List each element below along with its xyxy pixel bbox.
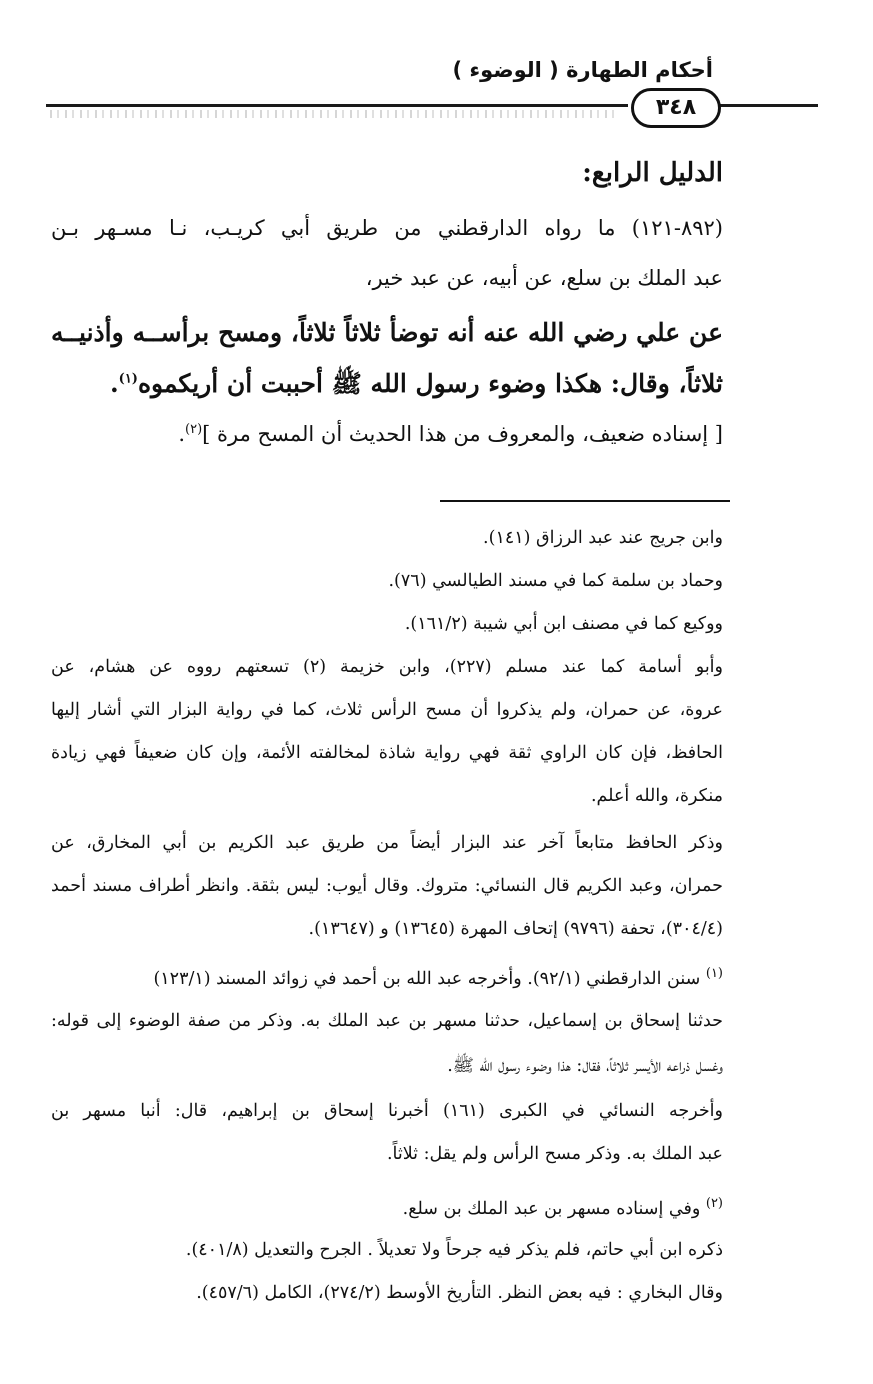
footnote-line: منكرة، والله أعلم. — [590, 786, 723, 806]
footnote-line: وحماد بن سلمة كما في مسند الطيالسي (٧٦). — [388, 571, 723, 591]
footnote-line: ووكيع كما في مصنف ابن أبي شيبة (١٦١/٢). — [404, 614, 723, 634]
header-rule — [46, 104, 628, 107]
footnote-line: الحافظ، فإن كان الراوي ثقة فهي رواية شاذة لمخالفته الأئمة، وإن كان ضعيفاً فهي زيادة — [51, 743, 723, 763]
grade-end-period: . — [178, 422, 186, 446]
grade-line — [143, 422, 723, 446]
header-rule-right — [718, 104, 818, 107]
footnote-line: وأبو أسامة كما عند مسلم (٢٢٧)، وابن خزيمة (٢) تسعتهم رووه عن هشام، عن — [51, 657, 724, 677]
footnote-line: وأخرجه النسائي في الكبرى (١٦١) أخبرنا إسحاق بن إبراهيم، قال: أنبا مسهر بن — [51, 1101, 723, 1121]
footnote-line: عروة، عن حمران، ولم يذكروا أن مسح الرأس ثلاث، كما في رواية البزار التي أشار إليها — [51, 700, 723, 720]
footnote-line: وغسل ذراعه الأيسر ثلاثاً، فقال: هذا وضوء رسول الله ﷺ. — [447, 1056, 723, 1076]
grade-text: [ إسناده ضعيف، والمعروف من هذا الحديث أن المسح مرة ] — [202, 422, 723, 446]
footnote-1-text: سنن الدارقطني (٩٢/١). وأخرجه عبد الله بن أحمد في زوائد المسند (١٢٣/١) — [153, 968, 701, 989]
footnote-line: وقال البخاري : فيه بعض النظر. التأريخ الأوسط (٢٧٤/٢)، الكامل (٤٥٧/٦). — [196, 1283, 723, 1303]
chain-line-1: (٨٩٢-١٢١) ما رواه الدارقطني من طريق أبي كريـب، نـا مسـهر بـن — [51, 216, 723, 240]
footnote-line: وابن جريج عند عبد الرزاق (١٤١). — [483, 528, 723, 548]
footnote-line: ذكره ابن أبي حاتم، فلم يذكر فيه جرحاً ولا تعديلاً . الجرح والتعديل (٤٠١/٨). — [185, 1240, 723, 1260]
footnote-line: حدثنا إسحاق بن إسماعيل، حدثنا مسهر بن عبد الملك به. وذكر من صفة الوضوء إلى قوله: — [51, 1011, 723, 1031]
footnote-line: عبد الملك به. وذكر مسح الرأس ولم يقل: ثلاثاً. — [386, 1144, 723, 1164]
footnote-line: (٣٠٤/٤)، تحفة (٩٧٩٦) إتحاف المهرة (١٣٦٤٥) و (١٣٦٤٧). — [308, 919, 723, 939]
footnote-ref-2: (٢) — [185, 422, 203, 437]
footnote-2-text: وفي إسناده مسهر بن عبد الملك بن سلع. — [402, 1198, 701, 1219]
footnote-separator — [440, 500, 730, 502]
footnote-marker-1: (١) — [705, 966, 723, 981]
chain-line-2: عبد الملك بن سلع، عن أبيه، عن عبد خير، — [365, 266, 723, 290]
footnote-line: حمران، وعبد الكريم قال النسائي: متروك. وقال أيوب: ليس بثقة. وانظر أطراف مسند أحمد — [51, 876, 723, 896]
hadith-line-1: عن علي رضي الله عنه أنه توضأ ثلاثاً ثلاثاً، ومسح برأســه وأذنيــه — [51, 318, 723, 347]
header-ornament — [50, 110, 620, 118]
footnote-ref-1: (١) — [118, 371, 138, 387]
page-number: ٣٤٨ — [631, 88, 721, 128]
footnote-1-first-line — [51, 966, 723, 989]
footnote-line: وذكر الحافظ متابعاً آخر عند البزار أيضاً من طريق عبد الكريم بن أبي المخارق، عن — [51, 833, 723, 853]
section-heading: الدليل الرابع: — [582, 158, 723, 188]
hadith-end-period: . — [109, 369, 119, 398]
hadith-line-2 — [51, 368, 723, 405]
footnote-marker-2: (٢) — [705, 1196, 723, 1211]
hadith-line-2-text: ثلاثاً، وقال: هكذا وضوء رسول الله ﷺ أحببت أن أريكموه — [137, 369, 723, 398]
footnote-2-first-line — [51, 1196, 723, 1219]
running-title: أحكام الطهارة ( الوضوء ) — [452, 58, 713, 82]
